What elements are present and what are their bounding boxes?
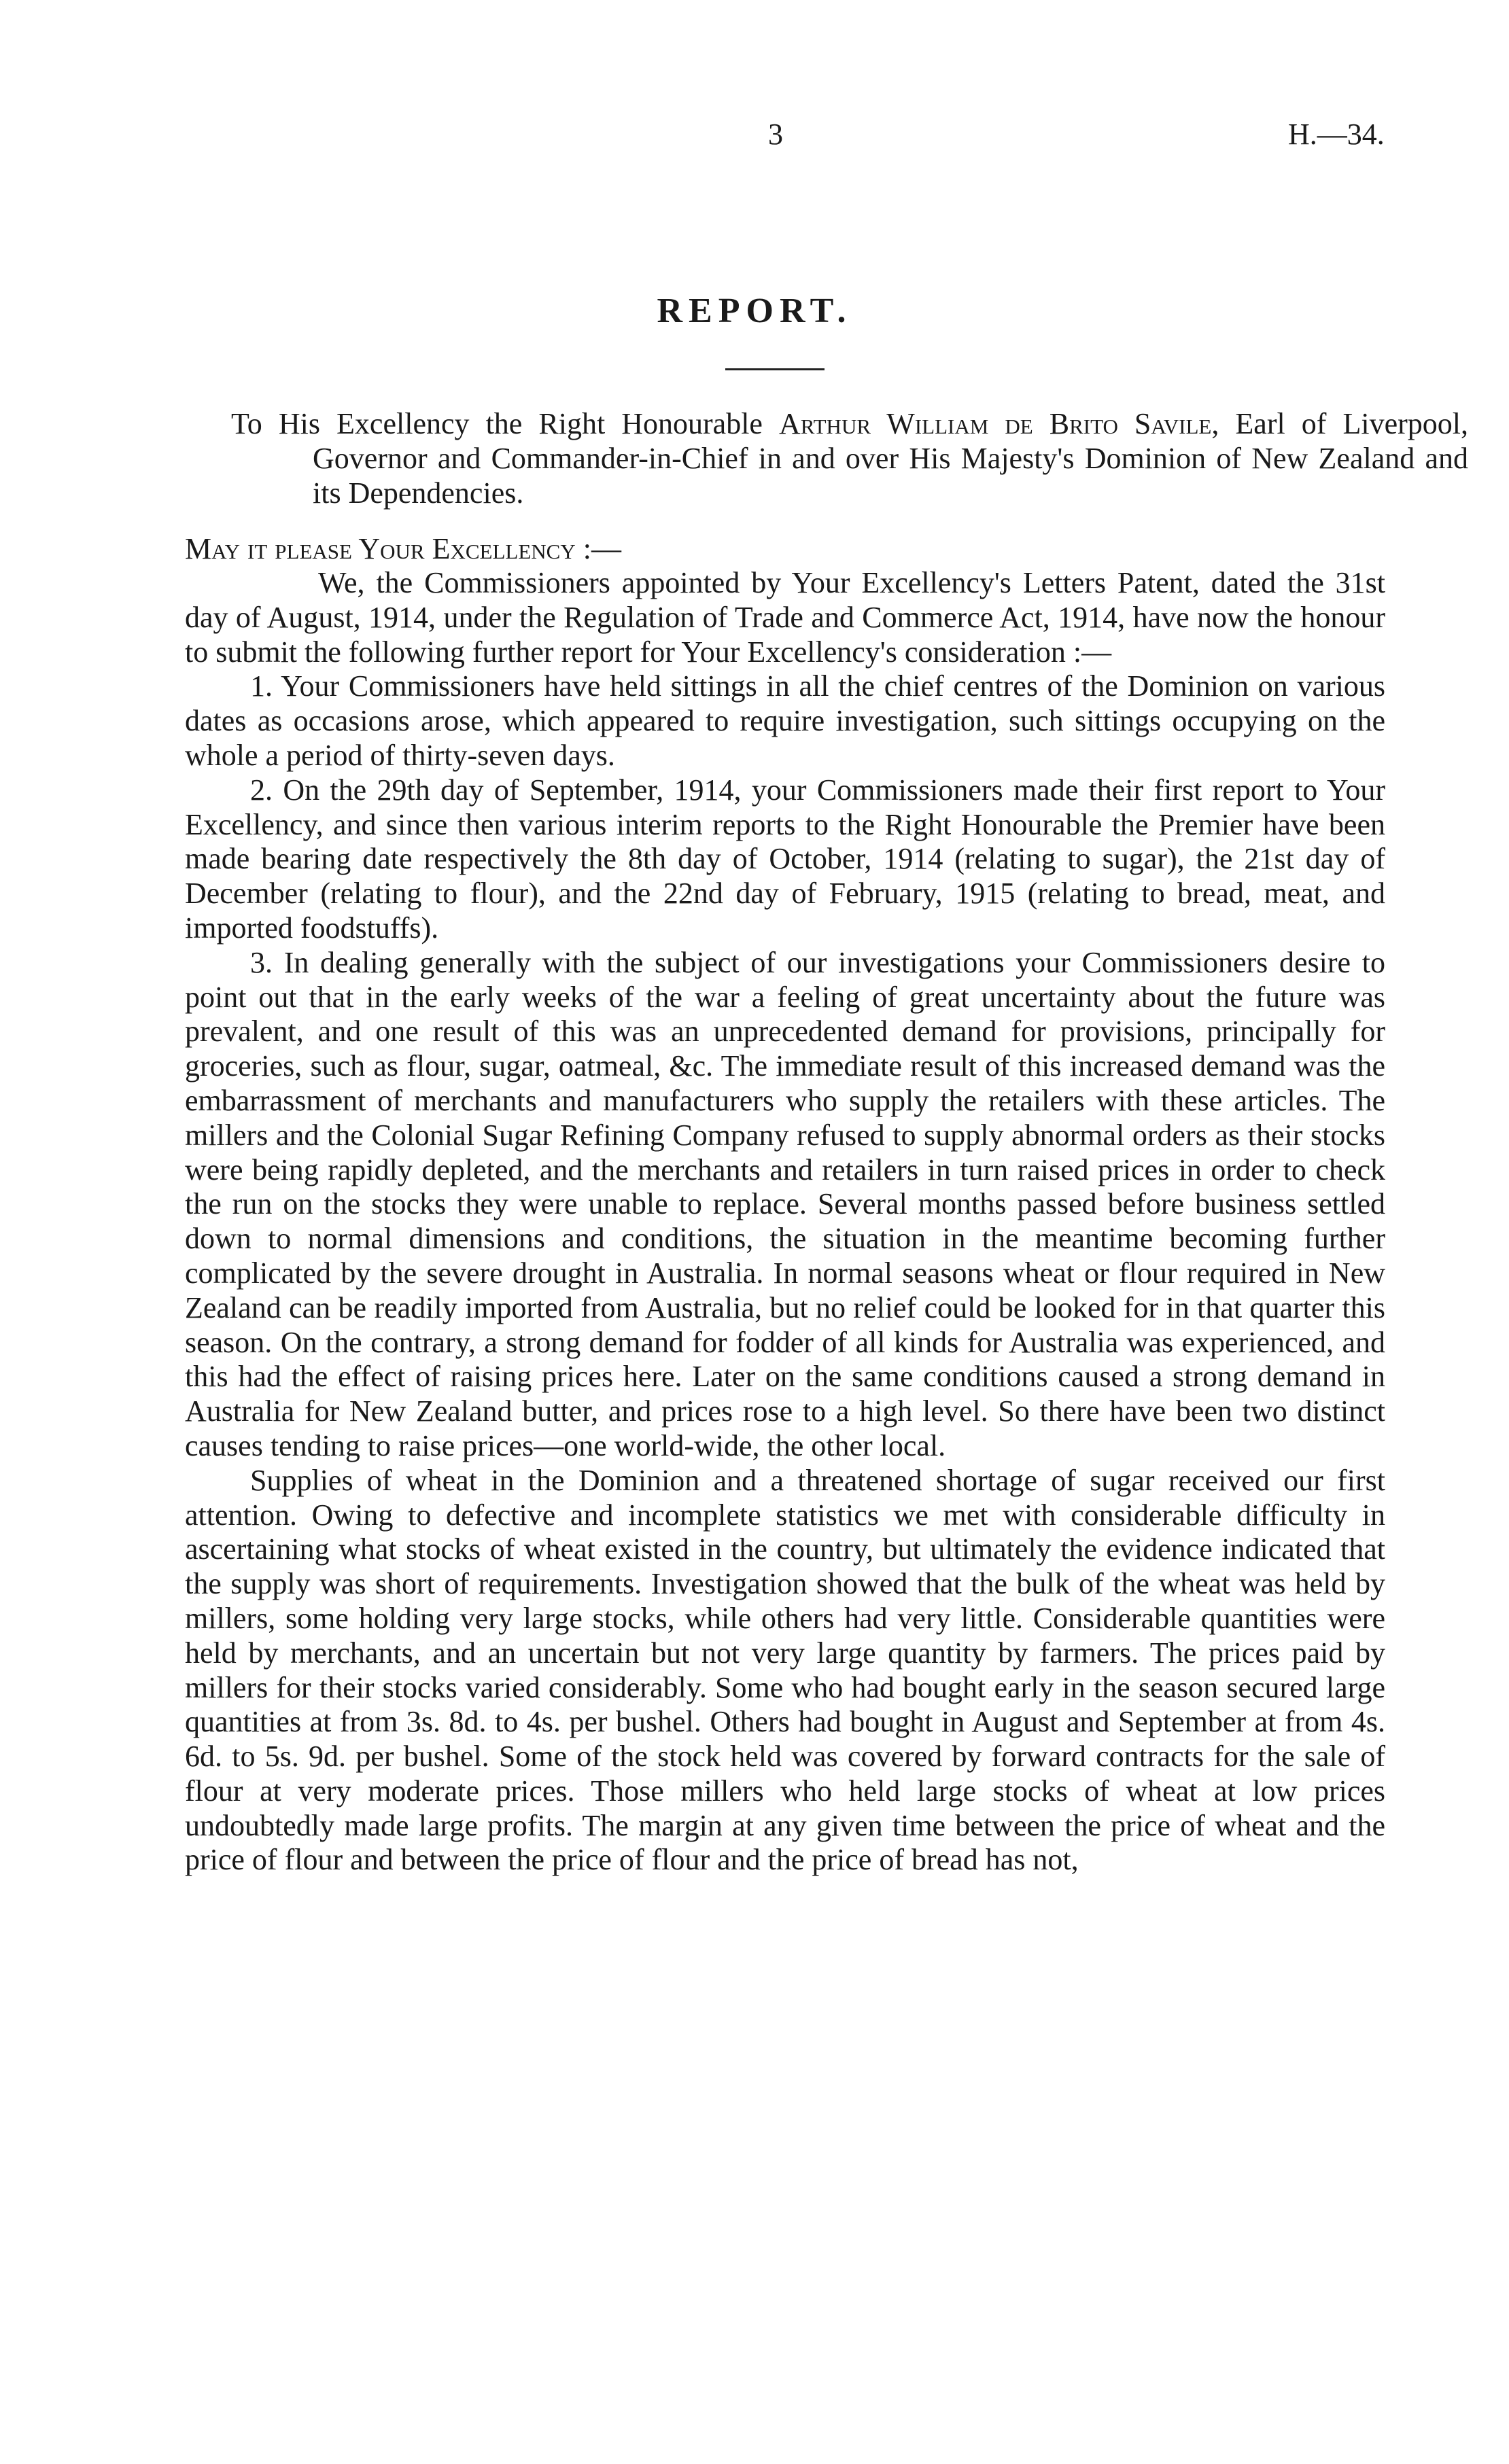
paragraph-1: 1. Your Commissioners have held sittings in all the chief centres of the Dominion on various dates as occasions arose, which appeared to require investigation, such sittings occupying on the whole a period of thirty-seven days. <box>185 669 1385 772</box>
addressee-name: Arthur William de Brito Savile <box>779 407 1212 440</box>
report-title: REPORT. <box>657 292 852 330</box>
paragraph-intro: We, the Commissioners appointed by Your Excellency's Letters Patent, dated the 31st day of August, 1914, under the Regulation of Trade and Commerce Act, 1914, have now the honour to submit the following further report for Your Excellency's consideration :— <box>185 566 1385 669</box>
addressee-suffix: , Earl of Liverpool, Governor and Commander-in-Chief in and over His Majesty's Dominion of New Zealand and its Dependencies. <box>313 407 1468 510</box>
report-body <box>185 566 1385 1878</box>
title-divider <box>725 368 825 370</box>
addressee-block <box>231 406 1468 510</box>
salutation: May it please Your Excellency :— <box>185 532 621 565</box>
page-number: 3 <box>768 118 783 151</box>
document-reference: H.—34. <box>1288 118 1385 151</box>
paragraph-3: 3. In dealing generally with the subject of our investigations your Commissioners desire to point out that in the early weeks of the war a feeling of great uncertainty about the future was prevalent, and one result of this was an unprecedented demand for provisions, principally for groceries, such as flour, sugar, oatmeal, &c. The immediate result of this increased demand was the embarrassment of merchants and manufacturers who supply the retailers with these articles. The millers and the Colonial Sugar Refining Company refused to supply abnormal orders as their stocks were being rapidly depleted, and the merchants and retailers in turn raised prices in order to check the run on the stocks they were unable to replace. Several months passed before business settled down to normal dimensions and conditions, the situation in the meantime becoming further complicated by the severe drought in Australia. In normal seasons wheat or flour required in New Zealand can be readily imported from Australia, but no relief could be looked for in that quarter this season. On the contrary, a strong demand for fodder of all kinds for Australia was experienced, and this had the effect of raising prices here. Later on the same conditions caused a strong demand in Australia for New Zealand butter, and prices rose to a high level. So there have been two distinct causes tending to raise prices—one world-wide, the other local. <box>185 945 1385 1462</box>
addressee-prefix: To His Excellency the Right Honourable <box>231 407 780 440</box>
paragraph-supplies: Supplies of wheat in the Dominion and a threatened shortage of sugar received our first attention. Owing to defective and incomplete statistics we met with considerable difficulty in ascertaining what stocks of wheat existed in the country, but ultimately the evidence indicated that the supply was short of requirements. Investigation showed that the bulk of the wheat was held by millers, some holding very large stocks, while others had very little. Considerable quantities were held by merchants, and an uncertain but not very large quantity by farmers. The prices paid by millers for their stocks varied considerably. Some who had bought early in the season secured large quantities at from 3s. 8d. to 4s. per bushel. Others had bought in August and September at from 4s. 6d. to 5s. 9d. per bushel. Some of the stock held was covered by forward contracts for the sale of flour at very moderate prices. Those millers who held large stocks of wheat at low prices undoubtedly made large profits. The margin at any given time between the price of wheat and the price of flour and between the price of flour and the price of bread has not, <box>185 1463 1385 1877</box>
paragraph-2: 2. On the 29th day of September, 1914, your Commissioners made their first report to Your Excellency, and since then various interim reports to the Right Honourable the Premier have been made bearing date respectively the 8th day of October, 1914 (relating to sugar), the 21st day of December (relating to flour), and the 22nd day of February, 1915 (relating to bread, meat, and imported foodstuffs). <box>185 773 1385 945</box>
